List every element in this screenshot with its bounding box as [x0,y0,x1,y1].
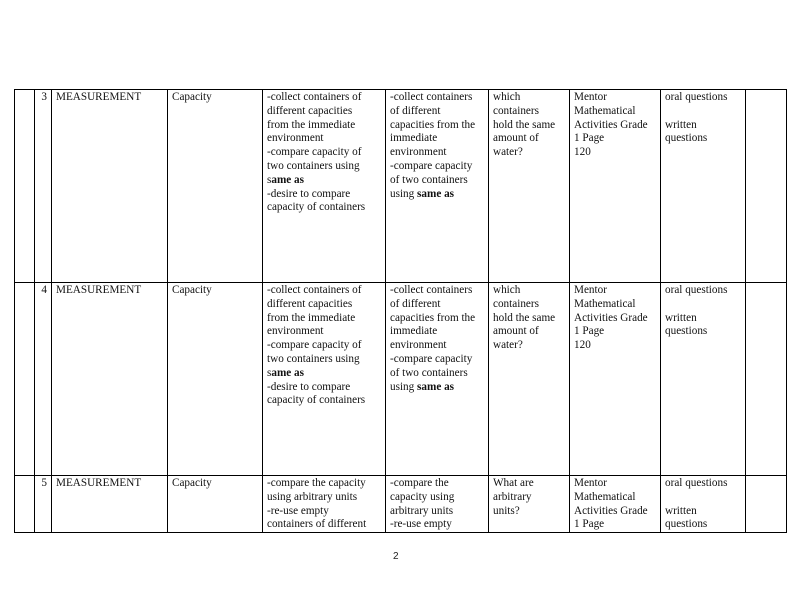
key-inquiry-question-cell [489,476,570,533]
learning-outcomes-cell-line: -re-use empty [267,504,329,517]
learning-experiences-cell-line: -compare capacity [390,352,473,365]
table-row [15,476,787,533]
learning-outcomes-cell [263,90,386,283]
learning-outcomes-cell-line: different capacities [267,104,353,117]
learning-resources-cell-line: 1 Page [574,132,605,145]
learning-outcomes-cell-line: -collect containers of [267,91,362,103]
learning-resources-cell-line: 120 [574,146,591,159]
learning-outcomes-cell-line: capacity of containers [267,201,366,214]
sub-strand-cell [168,283,263,476]
learning-outcomes-cell [263,476,386,533]
lesson-cell [35,476,52,533]
key-inquiry-question-cell-line: water? [493,146,523,159]
learning-experiences-cell-line: capacities from the [390,118,476,131]
learning-experiences-cell-line: of two containers [390,366,468,379]
key-inquiry-question-cell-line: which [493,284,521,296]
learning-experiences-cell [386,283,489,476]
learning-outcomes-cell-line: containers of different [267,518,367,531]
learning-outcomes-cell-line: environment [267,132,324,145]
lesson-cell-text: 5 [41,477,47,489]
assessment-cell-line: written [665,311,697,324]
lesson-cell [35,283,52,476]
learning-experiences-cell [386,90,489,283]
remarks-cell [746,90,787,283]
assessment-cell [661,90,746,283]
assessment-cell-line: questions [665,325,708,338]
assessment-cell-line: oral questions [665,477,728,489]
learning-experiences-cell-line: immediate [390,325,438,338]
sub-strand-cell-text: Capacity [172,284,212,296]
learning-experiences-cell-line: of different [390,297,441,310]
assessment-cell-line: questions [665,132,708,145]
learning-outcomes-cell-line: -desire to compare [267,187,351,200]
scheme-of-work-table [14,89,787,533]
learning-resources-cell-line: Mentor [574,91,607,103]
learning-outcomes-cell-line: capacity of containers [267,394,366,407]
key-inquiry-question-cell [489,283,570,476]
learning-outcomes-cell-line: -desire to compare [267,380,351,393]
learning-experiences-cell-line: of two containers [390,173,468,186]
remarks-cell [746,476,787,533]
learning-outcomes-cell-line: two containers using [267,352,360,365]
learning-experiences-cell-line: -re-use empty [390,518,452,531]
learning-outcomes-cell-line: -compare capacity of [267,339,362,352]
week-cell [15,90,35,283]
learning-outcomes-cell-line: from the immediate [267,311,356,324]
learning-experiences-cell-line: -compare capacity [390,159,473,172]
learning-outcomes-cell-line: environment [267,325,324,338]
learning-resources-cell [570,90,661,283]
key-inquiry-question-cell-line: amount of [493,325,539,338]
key-inquiry-question-cell-line: containers [493,104,539,117]
learning-experiences-cell-line: arbitrary units [390,504,454,517]
learning-experiences-cell-line: capacity using [390,490,455,503]
learning-resources-cell-line: Mentor [574,477,607,489]
sub-strand-cell-text: Capacity [172,91,212,103]
learning-resources-cell [570,283,661,476]
assessment-cell [661,476,746,533]
key-inquiry-question-cell-line: containers [493,297,539,310]
learning-experiences-cell-line: using same as [390,187,455,200]
assessment-cell-line [665,491,741,505]
learning-resources-cell-line: Mathematical [574,297,636,310]
assessment-cell [661,283,746,476]
assessment-cell-line [665,105,741,119]
lesson-cell-text: 3 [41,91,47,103]
learning-experiences-cell-line: environment [390,146,447,159]
learning-experiences-cell-line: of different [390,104,441,117]
page-number: 2 [393,551,399,562]
lesson-cell [35,90,52,283]
assessment-cell-line [665,298,741,312]
strand-cell-text: MEASUREMENT [56,91,142,103]
key-inquiry-question-cell-line: which [493,91,521,103]
learning-resources-cell-line: Activities Grade [574,118,648,131]
learning-resources-cell-line: Activities Grade [574,311,648,324]
key-inquiry-question-cell-line: hold the same [493,118,556,131]
learning-outcomes-cell [263,283,386,476]
learning-outcomes-cell-line: -collect containers of [267,284,362,296]
learning-outcomes-cell-line: from the immediate [267,118,356,131]
learning-resources-cell-line: Activities Grade [574,504,648,517]
sub-strand-cell [168,476,263,533]
learning-resources-cell-line: Mentor [574,284,607,296]
learning-outcomes-cell-line: same as [267,173,304,186]
strand-cell [52,283,168,476]
learning-resources-cell-line: 1 Page [574,325,605,338]
learning-experiences-cell-line: immediate [390,132,438,145]
assessment-cell-line: oral questions [665,91,728,103]
key-inquiry-question-cell-line: arbitrary [493,490,532,503]
learning-resources-cell-line: Mathematical [574,490,636,503]
learning-outcomes-cell-line: using arbitrary units [267,490,358,503]
week-cell [15,476,35,533]
sub-strand-cell [168,90,263,283]
sub-strand-cell-text: Capacity [172,477,212,489]
strand-cell-text: MEASUREMENT [56,284,142,296]
learning-resources-cell [570,476,661,533]
learning-experiences-cell [386,476,489,533]
learning-outcomes-cell-line: -compare capacity of [267,146,362,159]
assessment-cell-line: oral questions [665,284,728,296]
learning-resources-cell-line: 1 Page [574,518,605,531]
learning-experiences-cell-line: using same as [390,380,455,393]
table-row [15,283,787,476]
learning-resources-cell-line: Mathematical [574,104,636,117]
key-inquiry-question-cell-line: water? [493,339,523,352]
key-inquiry-question-cell-line: hold the same [493,311,556,324]
strand-cell-text: MEASUREMENT [56,477,142,489]
table-row [15,90,787,283]
learning-experiences-cell-line: environment [390,339,447,352]
learning-resources-cell-line: 120 [574,339,591,352]
strand-cell [52,90,168,283]
assessment-cell-line: written [665,118,697,131]
key-inquiry-question-cell [489,90,570,283]
week-cell [15,283,35,476]
strand-cell [52,476,168,533]
key-inquiry-question-cell-line: What are [493,477,534,489]
learning-experiences-cell-line: -compare the [390,477,449,489]
learning-experiences-cell-line: -collect containers [390,284,473,296]
key-inquiry-question-cell-line: amount of [493,132,539,145]
learning-experiences-cell-line: -collect containers [390,91,473,103]
learning-outcomes-cell-line: -compare the capacity [267,477,366,489]
key-inquiry-question-cell-line: units? [493,504,520,517]
assessment-cell-line: questions [665,518,708,531]
assessment-cell-line: written [665,504,697,517]
learning-outcomes-cell-line: same as [267,366,304,379]
remarks-cell [746,283,787,476]
learning-experiences-cell-line: capacities from the [390,311,476,324]
learning-outcomes-cell-line: different capacities [267,297,353,310]
lesson-cell-text: 4 [41,284,47,296]
learning-outcomes-cell-line: two containers using [267,159,360,172]
